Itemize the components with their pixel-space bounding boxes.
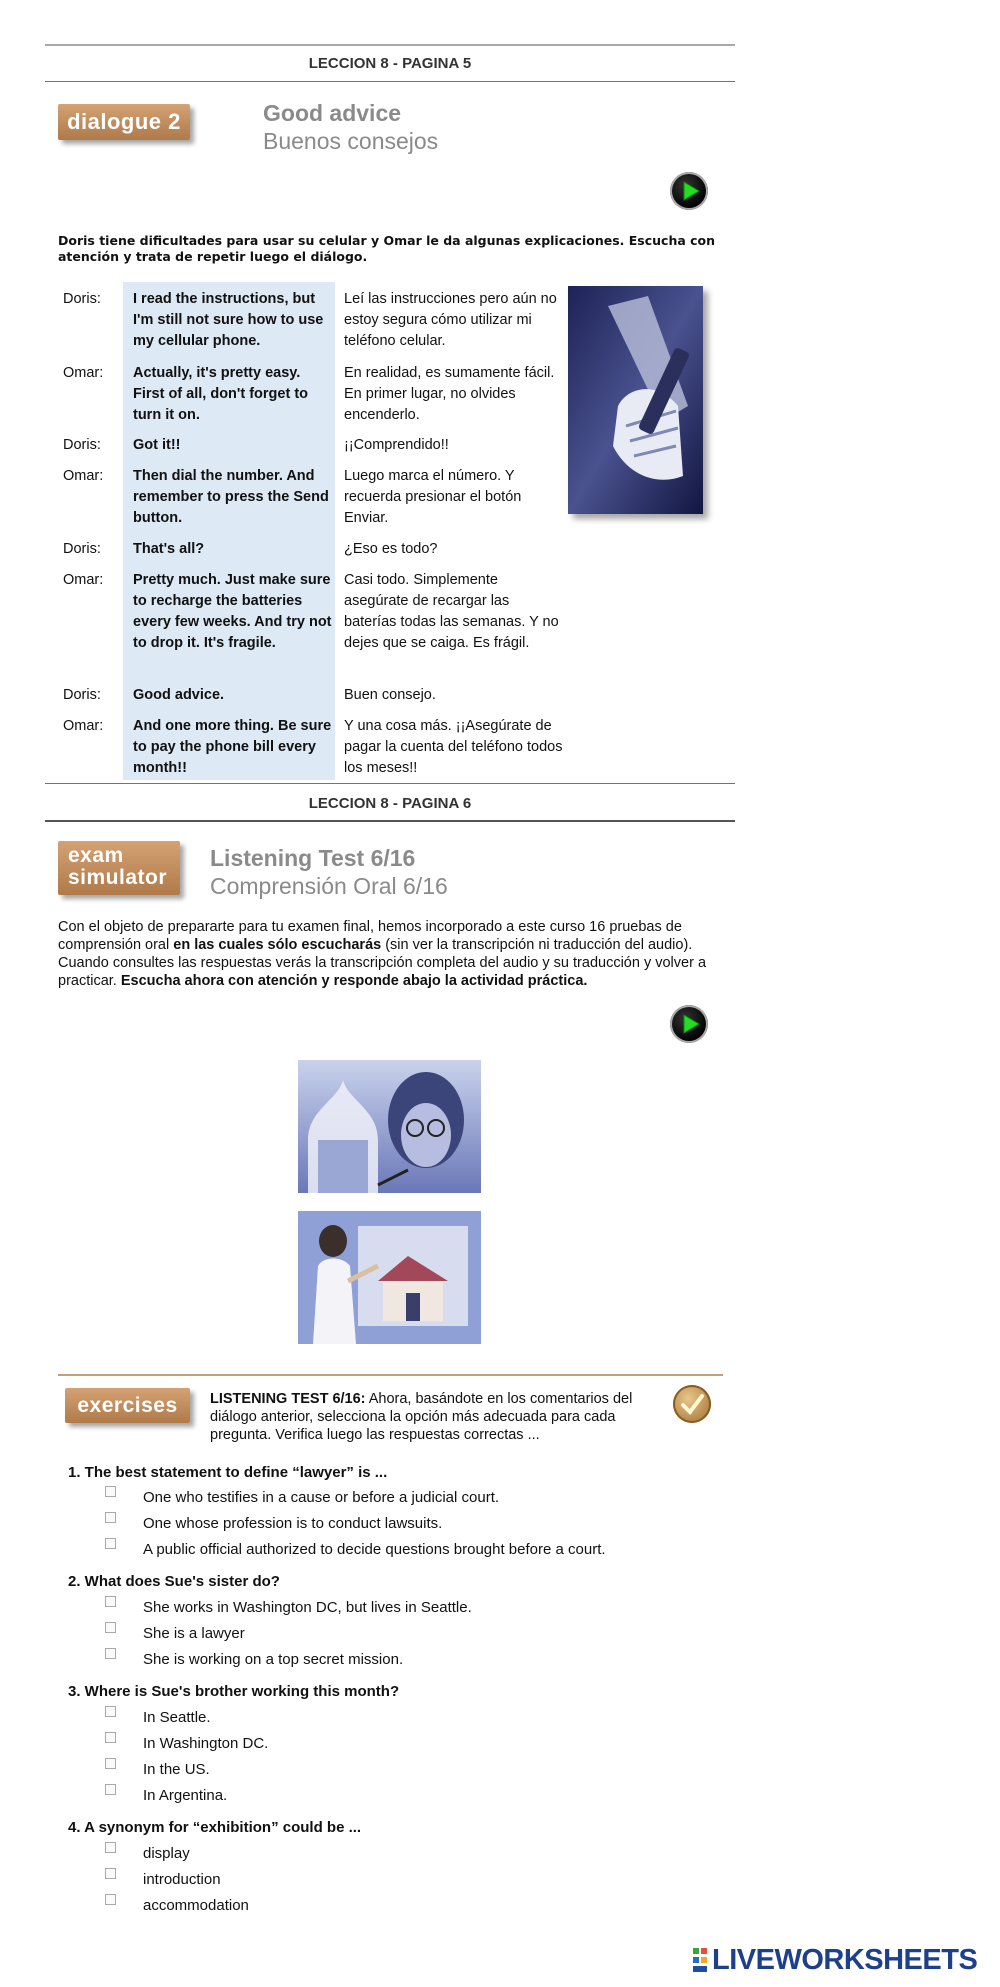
exercise-label: LISTENING TEST 6/16:	[210, 1391, 366, 1407]
option-label: In Argentina.	[143, 1787, 228, 1804]
liveworksheets-logo	[692, 1946, 992, 1978]
page6-top-divider	[45, 783, 735, 784]
option-label: She is a lawyer	[143, 1625, 245, 1642]
speaker: Doris:	[63, 541, 101, 557]
dialogue-title: Good advice	[263, 100, 402, 126]
answer-checkbox[interactable]	[105, 1538, 116, 1549]
speaker: Doris:	[63, 687, 101, 703]
logo-text: LIVEWORKSHEETS	[712, 1944, 978, 1976]
logo-mark-icon	[692, 1946, 714, 1976]
answer-checkbox[interactable]	[105, 1596, 116, 1607]
question-4: 4. A synonym for “exhibition” could be ...	[68, 1819, 362, 1836]
option-label: introduction	[143, 1871, 221, 1888]
dialogue-intro: Doris tiene dificultades para usar su celular y Omar le da algunas explicaciones. Escucha con atención y trata de repetir luego el diálogo.	[58, 233, 716, 264]
intro-instruction: Escucha ahora con atención y responde abajo la actividad práctica.	[120, 973, 588, 989]
option-label: One who testifies in a cause or before a judicial court.	[143, 1489, 500, 1506]
play-listening-button[interactable]	[670, 1005, 708, 1043]
option-label: One whose profession is to conduct lawsuits.	[143, 1515, 443, 1532]
speaker: Omar:	[63, 572, 104, 588]
dialogue-subtitle: Buenos consejos	[263, 128, 439, 154]
exercises-divider	[58, 1374, 723, 1376]
question-1: 1. The best statement to define “lawyer” is ...	[68, 1464, 388, 1481]
checkmark-icon	[673, 1385, 711, 1423]
play-icon	[670, 1005, 708, 1043]
capitol-woman-photo	[298, 1060, 481, 1193]
spanish-line: En realidad, es sumamente fácil. En primer lugar, no olvides encenderlo.	[344, 365, 555, 423]
english-line: Actually, it's pretty easy. First of all, don't forget to turn it on.	[133, 365, 309, 423]
option-label: She works in Washington DC, but lives in Seattle.	[143, 1599, 472, 1616]
english-line: Pretty much. Just make sure to recharge the batteries every few weeks. And try not to drop it. It's fragile.	[133, 572, 332, 651]
page-heading-6: LECCION 8 - PAGINA 6	[308, 795, 472, 812]
page-heading-5: LECCION 8 - PAGINA 5	[308, 55, 472, 72]
exercise-text: Ahora, basándote en los comentarios del diálogo anterior, selecciona la opción más adecuada para cada pregunta. Verifica luego las respuestas correctas ...	[210, 1391, 633, 1443]
spanish-line: Buen consejo.	[344, 687, 436, 703]
spanish-line: Luego marca el número. Y recuerda presionar el botón Enviar.	[344, 468, 522, 526]
speaker: Omar:	[63, 365, 104, 381]
speaker: Omar:	[63, 718, 104, 734]
page6-heading-divider	[45, 820, 735, 822]
english-line: And one more thing. Be sure to pay the phone bill every month!!	[133, 718, 332, 776]
english-line: That's all?	[133, 541, 205, 557]
answer-checkbox[interactable]	[105, 1758, 116, 1769]
badge-line-2: simulator	[68, 866, 168, 889]
speaker: Doris:	[63, 437, 101, 453]
listening-intro	[58, 918, 738, 990]
painter-photo	[298, 1211, 481, 1344]
top-divider	[45, 44, 735, 46]
play-icon	[670, 172, 708, 210]
phone-hand-photo	[568, 286, 703, 514]
spanish-line: Y una cosa más. ¡¡Asegúrate de pagar la cuenta del teléfono todos los meses!!	[344, 718, 563, 776]
listening-test-title: Listening Test 6/16	[210, 845, 416, 871]
answer-checkbox[interactable]	[105, 1842, 116, 1853]
exercises-instructions	[210, 1390, 660, 1444]
answer-checkbox[interactable]	[105, 1784, 116, 1795]
spanish-line: Casi todo. Simplemente asegúrate de recargar las baterías todas las semanas. Y no dejes que se caiga. Es frágil.	[344, 572, 559, 651]
answer-checkbox[interactable]	[105, 1894, 116, 1905]
english-line: Good advice.	[133, 687, 225, 703]
option-label: She is working on a top secret mission.	[143, 1651, 404, 1668]
option-label: In the US.	[143, 1761, 210, 1778]
intro-part: Con el objeto de prepararte para tu examen final, hemos incorporado a este curso 16 pruebas de comprensión oral	[58, 919, 682, 953]
play-audio-button[interactable]	[670, 172, 708, 210]
answer-checkbox[interactable]	[105, 1486, 116, 1497]
english-line: Got it!!	[133, 437, 181, 453]
listening-test-subtitle: Comprensión Oral 6/16	[210, 873, 448, 899]
answer-checkbox[interactable]	[105, 1732, 116, 1743]
speaker: Doris:	[63, 291, 101, 307]
exam-simulator-badge	[58, 841, 180, 895]
check-answers-button[interactable]	[673, 1385, 711, 1423]
option-label: display	[143, 1845, 190, 1862]
option-label: accommodation	[143, 1897, 249, 1914]
spanish-line: ¡¡Comprendido!!	[344, 437, 449, 453]
question-2: 2. What does Sue's sister do?	[68, 1573, 280, 1590]
option-label: A public official authorized to decide questions brought before a court.	[143, 1541, 606, 1558]
badge-line-1: exam	[68, 844, 124, 867]
option-label: In Seattle.	[143, 1709, 211, 1726]
dialogue-badge: dialogue 2	[58, 104, 190, 140]
question-3: 3. Where is Sue's brother working this month?	[68, 1683, 400, 1700]
intro-emphasis: en las cuales sólo escucharás	[173, 937, 382, 953]
answer-checkbox[interactable]	[105, 1868, 116, 1879]
answer-checkbox[interactable]	[105, 1622, 116, 1633]
spanish-line: ¿Eso es todo?	[344, 541, 438, 557]
option-label: In Washington DC.	[143, 1735, 269, 1752]
answer-checkbox[interactable]	[105, 1706, 116, 1717]
heading-divider	[45, 81, 735, 82]
english-line: I read the instructions, but I'm still not sure how to use my cellular phone.	[133, 291, 324, 349]
spanish-line: Leí las instrucciones pero aún no estoy segura cómo utilizar mi teléfono celular.	[344, 291, 557, 349]
answer-checkbox[interactable]	[105, 1648, 116, 1659]
exercises-badge: exercises	[65, 1388, 190, 1423]
english-line: Then dial the number. And remember to press the Send button.	[133, 468, 329, 526]
answer-checkbox[interactable]	[105, 1512, 116, 1523]
intro-part: (sin ver la transcripción ni traducción del audio). Cuando consultes las respuestas verás la transcripción completa del audio y su traducción y volver a practicar.	[58, 937, 707, 989]
speaker: Omar:	[63, 468, 104, 484]
